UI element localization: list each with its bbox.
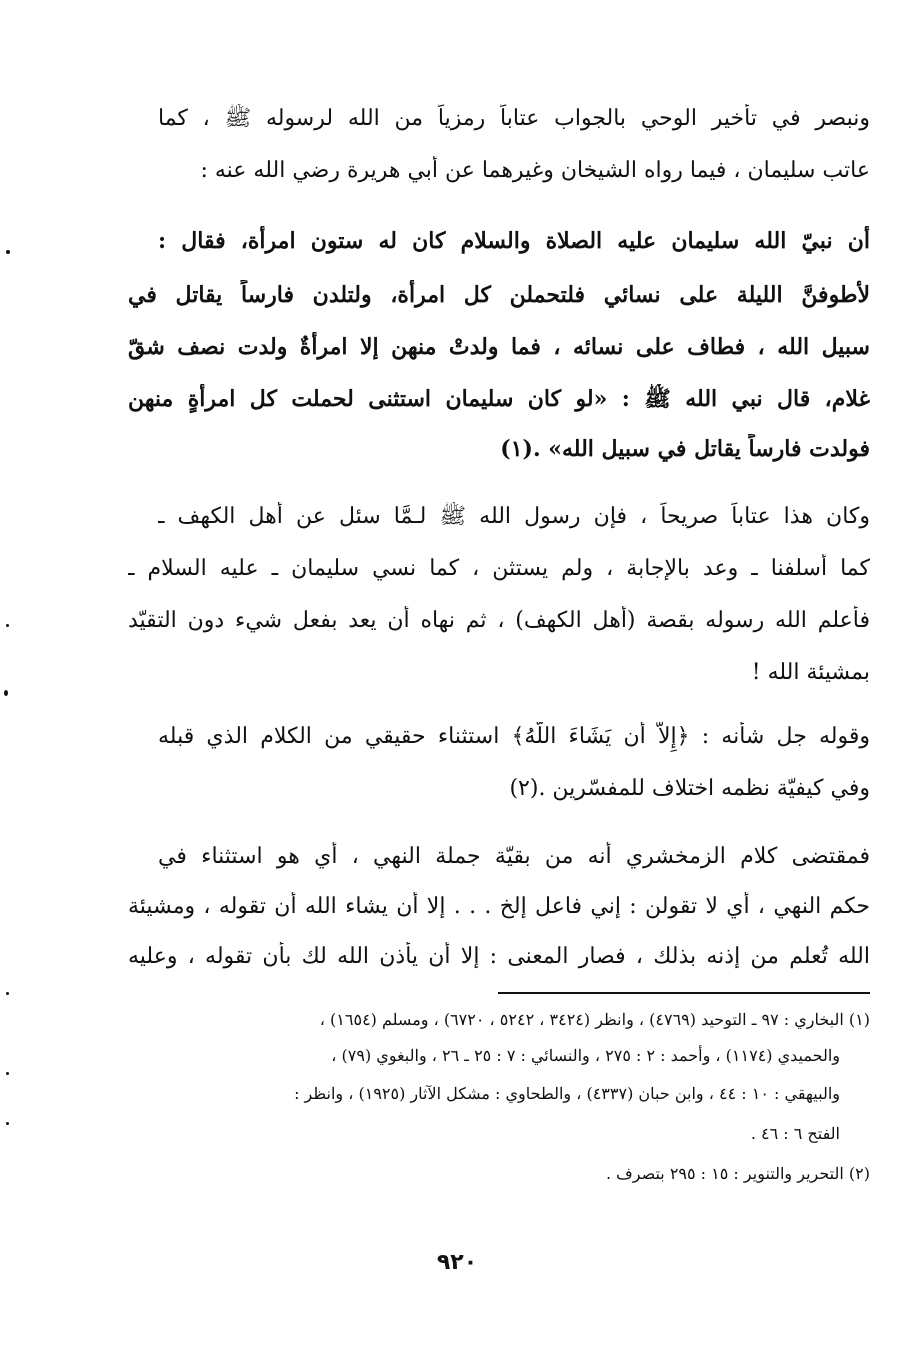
footnote-2: (٢) التحرير والتنوير : ١٥ : ٢٩٥ بتصرف . [605,1164,870,1183]
scan-speck [6,624,9,627]
scan-speck [6,250,10,254]
paragraph-1-line-1: ونبصر في تأخير الوحي بالجواب عتاباً رمزياً من الله لرسوله ﷺ ، كما [158,106,870,131]
paragraph-3-line-3: فأعلم الله رسوله بقصة (أهل الكهف) ، ثم نهاه أن يعد بفعل شيء دون التقيّد [128,608,870,633]
hadith-line-4: غلام، قال نبي الله ﷺ : «لو كان سليمان استثنى لحملت كل امرأةٍ منهن [128,386,870,412]
paragraph-4-line-1: وقوله جل شأنه : ﴿إِلاَّ أَن يَشَاءَ اللَّهُ﴾ استثناء حقيقي من الكلام الذي قبله [158,724,870,749]
hadith-line-3: سبيل الله ، فطاف على نسائه ، فما ولدتْ منهن إلا امرأةٌ ولدت نصف شقّ [128,334,870,360]
paragraph-3-line-2: كما أسلفنا ـ وعد بالإجابة ، ولم يستثن ، كما نسي سليمان ـ عليه السلام ـ [128,556,870,581]
paragraph-3-line-1: وكان هذا عتاباً صريحاً ، فإن رسول الله ﷺ لـمَّا سئل عن أهل الكهف ـ [158,504,870,529]
hadith-line-1: أن نبيّ الله سليمان عليه الصلاة والسلام كان له ستون امرأة، فقال : [158,228,870,254]
footnote-1-line-2: والحميدي (١١٧٤) ، وأحمد : ٢ : ٢٧٥ ، والنسائي : ٧ : ٢٥ ـ ٢٦ ، والبغوي (٧٩) ، [331,1046,840,1065]
footnote-1-line-3: والبيهقي : ١٠ : ٤٤ ، وابن حبان (٤٣٣٧) ، والطحاوي : مشكل الآثار (١٩٢٥) ، وانظر : [294,1084,840,1103]
footnote-separator [498,992,870,994]
page-number: ٩٢٠ [436,1250,478,1275]
scan-speck [4,690,8,696]
paragraph-5-line-1: فمقتضى كلام الزمخشري أنه من بقيّة جملة النهي ، أي هو استثناء في [158,844,870,869]
paragraph-4-line-2: وفي كيفيّة نظمه اختلاف للمفسّرين .(٢) [509,776,870,801]
scan-speck [6,1122,9,1125]
paragraph-3-line-4: بمشيئة الله ! [751,660,870,685]
footnote-1-line-1: (١) البخاري : ٩٧ ـ التوحيد (٤٧٦٩) ، وانظر (٣٤٢٤ ، ٥٢٤٢ ، ٦٧٢٠) ، ومسلم (١٦٥٤) ، [319,1010,870,1029]
paragraph-5-line-2: حكم النهي ، أي لا تقولن : إني فاعل إلخ . . . إلا أن يشاء الله أن تقوله ، ومشيئة [128,894,870,919]
hadith-line-5: فولدت فارساً يقاتل في سبيل الله» .(١) [500,436,870,462]
scan-speck [6,992,9,995]
paragraph-1-line-2: عاتب سليمان ، فيما رواه الشيخان وغيرهما عن أبي هريرة رضي الله عنه : [200,158,870,183]
scan-speck [6,1072,9,1075]
paragraph-5-line-3: الله تُعلم من إذنه بذلك ، فصار المعنى : إلا أن يأذن الله لك بأن تقوله ، وعليه [128,944,870,969]
hadith-line-2: لأطوفنَّ الليلة على نسائي فلتحملن كل امرأة، ولتلدن فارساً يقاتل في [128,282,870,308]
footnote-1-line-4: الفتح ٦ : ٤٦ . [750,1124,840,1143]
